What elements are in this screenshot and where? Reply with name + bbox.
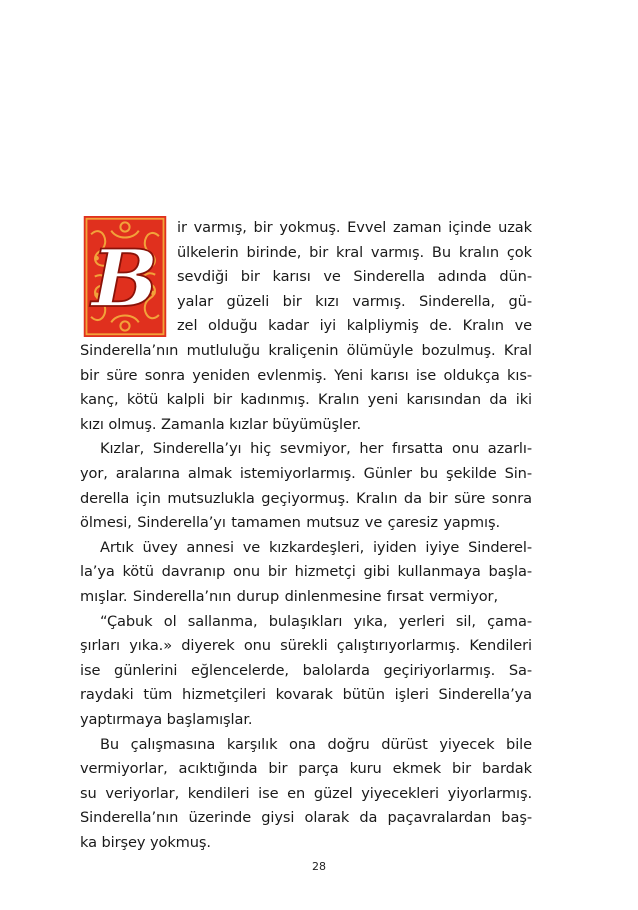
text-line: şırları yıka.» diyerek onu sürekli çalıştırıyorlarmış. Kendileri xyxy=(80,637,532,655)
text-line: Artık üvey annesi ve kızkardeşleri, iyiden iyiye Sinderel- xyxy=(100,538,532,556)
text-line: kanç, kötü kalpli bir kadınmış. Kralın yeni karısından da iki xyxy=(80,391,532,409)
text-line: raydaki tüm hizmetçileri kovarak bütün işleri Sinderella’ya xyxy=(80,686,532,704)
text-line: bir süre sonra yeniden evlenmiş. Yeni karısı ise oldukça kıs- xyxy=(80,366,532,384)
text-line: vermiyorlar, acıktığında bir parça kuru ekmek bir bardak xyxy=(80,760,532,778)
text-line: Bu çalışmasına karşılık ona doğru dürüst yiyecek bile xyxy=(100,735,532,753)
ornament-initial-graphic xyxy=(80,216,170,337)
text-line: ir varmış, bir yokmuş. Evvel zaman içinde uzak xyxy=(177,219,532,236)
text-line: ise günlerini eğlencelerde, balolarda geçiriyorlarmış. Sa- xyxy=(80,661,532,679)
page-number: 28 xyxy=(312,860,326,873)
text-line: yor, aralarına almak istemiyorlarmış. Günler bu şekilde Sin- xyxy=(80,465,532,482)
text-line: zel olduğu kadar iyi kalpliymiş de. Kralın ve xyxy=(177,317,532,335)
text-line: Sinderella’nın mutluluğu kraliçenin ölümüyle bozulmuş. Kral xyxy=(80,342,532,359)
text-line: “Çabuk ol sallanma, bulaşıkları yıka, yerleri sil, çama- xyxy=(100,612,532,630)
text-line: ölmesi, Sinderella’yı tamamen mutsuz ve çaresiz yapmış. xyxy=(80,514,500,532)
text-line: su veriyorlar, kendileri ise en güzel yiyecekleri yiyorlarmış. xyxy=(80,784,532,802)
text-line: ülkelerin birinde, bir kral varmış. Bu kralın çok xyxy=(177,243,532,261)
text-line: derella için mutsuzlukla geçiyormuş. Kralın da bir süre sonra xyxy=(80,489,532,507)
text-line: mışlar. Sinderella’nın durup dinlenmesine fırsat vermiyor, xyxy=(80,588,498,605)
text-line: Kızlar, Sinderella’yı hiç sevmiyor, her fırsatta onu azarlı- xyxy=(100,440,532,458)
initial-letter: B xyxy=(91,231,159,325)
text-line: kızı olmuş. Zamanla kızlar büyümüşler. xyxy=(80,415,361,433)
text-line: ka birşey yokmuş. xyxy=(80,834,211,851)
text-line: la’ya kötü davranıp onu bir hizmetçi gibi kullanmaya başla- xyxy=(80,563,532,581)
text-line: sevdiği bir karısı ve Sinderella adında dün- xyxy=(177,268,532,286)
text-line: Sinderella’nın üzerinde giysi olarak da paçavralardan baş- xyxy=(80,809,532,827)
decorative-initial-b xyxy=(80,216,170,337)
text-line: yaptırmaya başlamışlar. xyxy=(80,711,253,728)
text-line: yalar güzeli bir kızı varmış. Sinderella, gü- xyxy=(177,292,532,310)
